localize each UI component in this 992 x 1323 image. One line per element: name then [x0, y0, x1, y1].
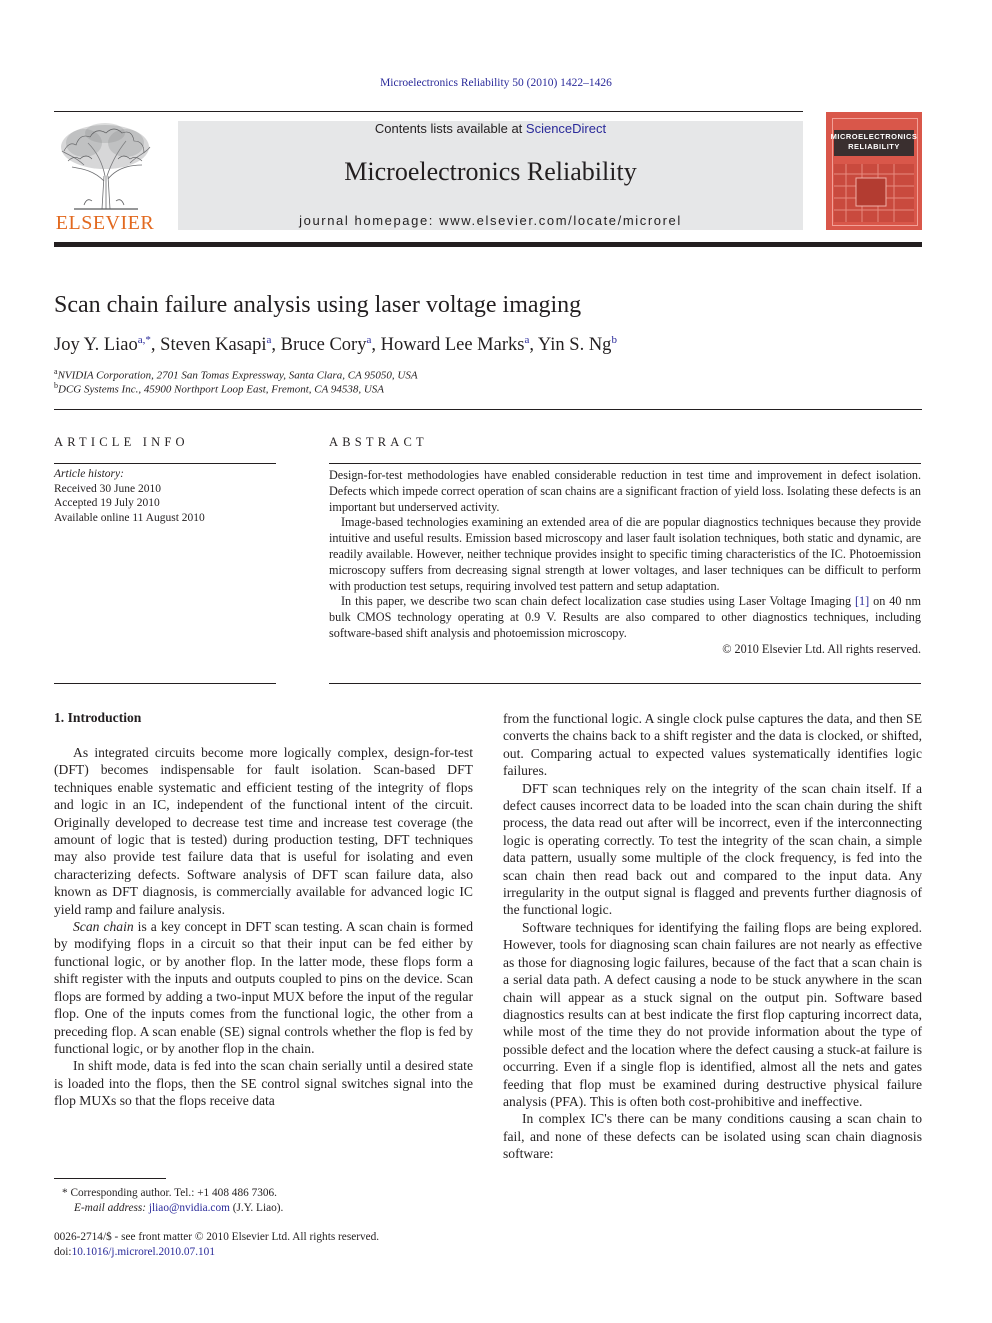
- abstract-text: In this paper, we describe two scan chain defect localization case studies using Laser Voltage Imaging: [341, 594, 855, 609]
- tree-icon: [54, 121, 156, 213]
- author-affil-mark[interactable]: b: [611, 334, 617, 346]
- body-text: is a key concept in DFT scan testing. A scan chain is formed by modifying flops in a circuit so that their input can be fed either by functional logic, or by another flop. In the latter mode, these flops form a shift register with the inputs and outputs coupled to pins on the device. Scan flops are formed by adding a two-input MUX before the input of the regular flop. One of the inputs comes from the functional logic, the other from a preceding flop. A scan enable (SE) signal controls whether the flop is fed by functional logic, or by another flop in the chain.: [54, 919, 473, 1056]
- abstract-heading: ABSTRACT: [329, 435, 428, 449]
- journal-banner: [178, 121, 803, 230]
- article-history: [54, 467, 276, 525]
- email-link[interactable]: jliao@nvidia.com: [148, 1202, 230, 1214]
- issn-line: 0026-2714/$ - see front matter © 2010 Elsevier Ltd. All rights reserved.: [54, 1231, 380, 1243]
- abstract-body: [329, 468, 921, 658]
- abstract-rule: [329, 463, 921, 464]
- header-rule-top: [54, 111, 803, 112]
- author-affil-mark[interactable]: a: [366, 334, 372, 346]
- affiliation-mark: b: [54, 381, 58, 390]
- section-heading: 1. Introduction: [54, 710, 142, 725]
- affiliation: [54, 367, 418, 382]
- abstract-copyright: © 2010 Elsevier Ltd. All rights reserved.: [722, 641, 921, 656]
- body-paragraph: Software techniques for identifying the failing flops are being explored. However, tools for diagnosing scan chain failures are not nearly as effective as those for diagnosing logic failures, because of the fact that a scan chain is a serial data path. A defect causing a node to be stuck anywhere in the scan chain will appear as a stuck signal on the output pin. Software based diagnostics results can at best indicate the first flop capturing incorrect data, while most of the time they do not provide information about the type of possible defect and the location where the defect causing a stuck-at failure is occurring. Even if a single flop is identified, almost all the nets and gates feeding that flop must be examined during destructive physical failure analysis (PFA). This is often both cost-prohibitive and ineffective.: [503, 919, 922, 1109]
- article-info-rule: [54, 463, 276, 464]
- corresponding-text: Corresponding author. Tel.: +1 408 486 7306.: [70, 1187, 277, 1199]
- doi-link[interactable]: 10.1016/j.microrel.2010.07.101: [71, 1246, 215, 1258]
- author-name: Bruce Cory: [280, 335, 367, 356]
- body-paragraph: As integrated circuits become more logically complex, design-for-test (DFT) becomes indispensable for fault isolation. Scan-based DFT techniques enable systematic and efficient testing of the integrity of flops and logic in an IC, independent of the functional intent of the circuit. Originally developed to decrease test time and increase test coverage (the amount of logic that is tested) during production testing, DFT techniques may also provide test failure data that is useful for isolating and even characterizing defects. Software analysis of DFT scan failure data, also known as DFT diagnosis, is commercially available for advanced logic IC yield ramp and failure analysis.: [54, 745, 473, 917]
- body-paragraph: In shift mode, data is fed into the scan chain serially until a desired state is loaded into the flops, then the SE control signal switches signal into the flop MUXs so that the flops receive data: [54, 1058, 473, 1109]
- body-paragraph: [54, 918, 473, 1057]
- emphasis-term: Scan chain: [73, 919, 134, 935]
- email-suffix: (J.Y. Liao).: [229, 1202, 284, 1214]
- affiliation: [54, 381, 384, 396]
- author-affil-mark[interactable]: a: [524, 334, 530, 346]
- reference-link[interactable]: [1]: [854, 594, 870, 609]
- sciencedirect-link[interactable]: ScienceDirect: [525, 121, 607, 136]
- elsevier-wordmark: ELSEVIER: [55, 212, 155, 234]
- footnote-rule: [54, 1178, 166, 1179]
- article-info-heading: ARTICLE INFO: [54, 435, 189, 449]
- email-label: E-mail address:: [74, 1202, 147, 1214]
- left-column: [54, 744, 473, 1110]
- abstract-text: on 40 nm bulk CMOS technology operating at 0.9 V. Results are also compared to other diagnostics techniques, including software-based shift analysis and photoemission microscopy.: [329, 594, 921, 640]
- journal-title: Microelectronics Reliability: [344, 157, 637, 186]
- author-name: Joy Y. Liao: [54, 335, 138, 356]
- author-name: Howard Lee Marks: [380, 335, 525, 356]
- journal-cover: [826, 112, 922, 230]
- history-label: Article history:: [54, 468, 124, 480]
- article-title: Scan chain failure analysis using laser voltage imaging: [54, 292, 582, 318]
- author-name: Steven Kasapi: [160, 335, 267, 356]
- author-affil-mark[interactable]: a,*: [137, 334, 151, 346]
- online-date: Available online 11 August 2010: [54, 511, 205, 524]
- contents-prefix: Contents lists available at: [374, 121, 526, 136]
- doi-line: [54, 1245, 215, 1260]
- affiliation-text: NVIDIA Corporation, 2701 San Tomas Expressway, Santa Clara, CA 95050, USA: [57, 369, 418, 382]
- author-list: Joy Y. Liao$^{a,*}$, Steven Kasapi$^a$, Bruce Cory$^a$, Howard Lee Marks$^a$, Yin S. Ng$^b$: [54, 334, 617, 356]
- body-paragraph: from the functional logic. A single clock pulse captures the data, and then SE converts the chains back to a shift register and the data is clocked, or shifted, out. Comparing actual to expected values systematically identifies logic failures.: [503, 711, 922, 779]
- corresponding-author: * Corresponding author. Tel.: +1 408 486 7306.: [62, 1187, 277, 1199]
- cover-title: MICROELECTRONICS RELIABILITY: [830, 132, 918, 151]
- affiliation-mark: a: [54, 367, 58, 376]
- received-date: Received 30 June 2010: [54, 482, 161, 495]
- abstract-bottom-rule: [329, 683, 921, 684]
- circuit-image-icon: [834, 164, 914, 222]
- body-paragraph: In complex IC's there can be many conditions causing a scan chain to fail, and none of these defects can be isolated using scan chain diagnosis software:: [503, 1111, 922, 1162]
- journal-citation[interactable]: Microelectronics Reliability 50 (2010) 1422–1426: [380, 77, 612, 89]
- author-affil-mark[interactable]: a: [266, 334, 272, 346]
- email-line: [62, 1201, 283, 1216]
- article-info-bottom-rule: [54, 683, 276, 684]
- right-column: [503, 710, 922, 1163]
- header-rule-thick: [54, 242, 922, 247]
- corresponding-footnote: [62, 1186, 283, 1216]
- journal-homepage[interactable]: journal homepage: www.elsevier.com/locate/microrel: [299, 213, 682, 228]
- abstract-paragraph: Image-based technologies examining an extended area of die are popular diagnostics techniques because they provide intuitive and useful results. Emission based microscopy and laser fault isolation techniques, both static and dynamic, are readily available. However, neither technique provides insight to specific timing characteristics of the IC. Photoemission microscopy suffers from decreasing signal strength at lower voltages, and laser techniques can be difficult to perform with production test setups, requiring involved test pattern and setup adaptation.: [329, 515, 921, 593]
- abstract-paragraph: [329, 594, 921, 641]
- affiliation-rule: [54, 409, 922, 410]
- contents-line: [178, 121, 803, 136]
- elsevier-logo: [54, 121, 156, 233]
- author-name: Yin S. Ng: [537, 335, 612, 356]
- affiliation-text: DCG Systems Inc., 45900 Northport Loop East, Fremont, CA 94538, USA: [58, 383, 385, 396]
- accepted-date: Accepted 19 July 2010: [54, 497, 160, 510]
- body-paragraph: DFT scan techniques rely on the integrity of the scan chain itself. If a defect causes incorrect data to be loaded into the scan chain during the shift process, the data read out after will be incorrect, even if the interconnecting logic is operating correctly. To test the integrity of the scan chain, a simple data pattern, usually some multiple of the clock frequency, is fed into the scan chain then read back out and compared to the input data. Any irregularity in the output signal is flagged and prevents further diagnosis of the functional logic.: [503, 780, 922, 918]
- abstract-paragraph: Design-for-test methodologies have enabled considerable reduction in test time and improvement in defect isolation. Defects which impede correct operation of scan chains are a significant fraction of yield loss. Isolating these defects is an important but underserved activity.: [329, 468, 921, 514]
- doi-prefix: doi:: [54, 1246, 72, 1258]
